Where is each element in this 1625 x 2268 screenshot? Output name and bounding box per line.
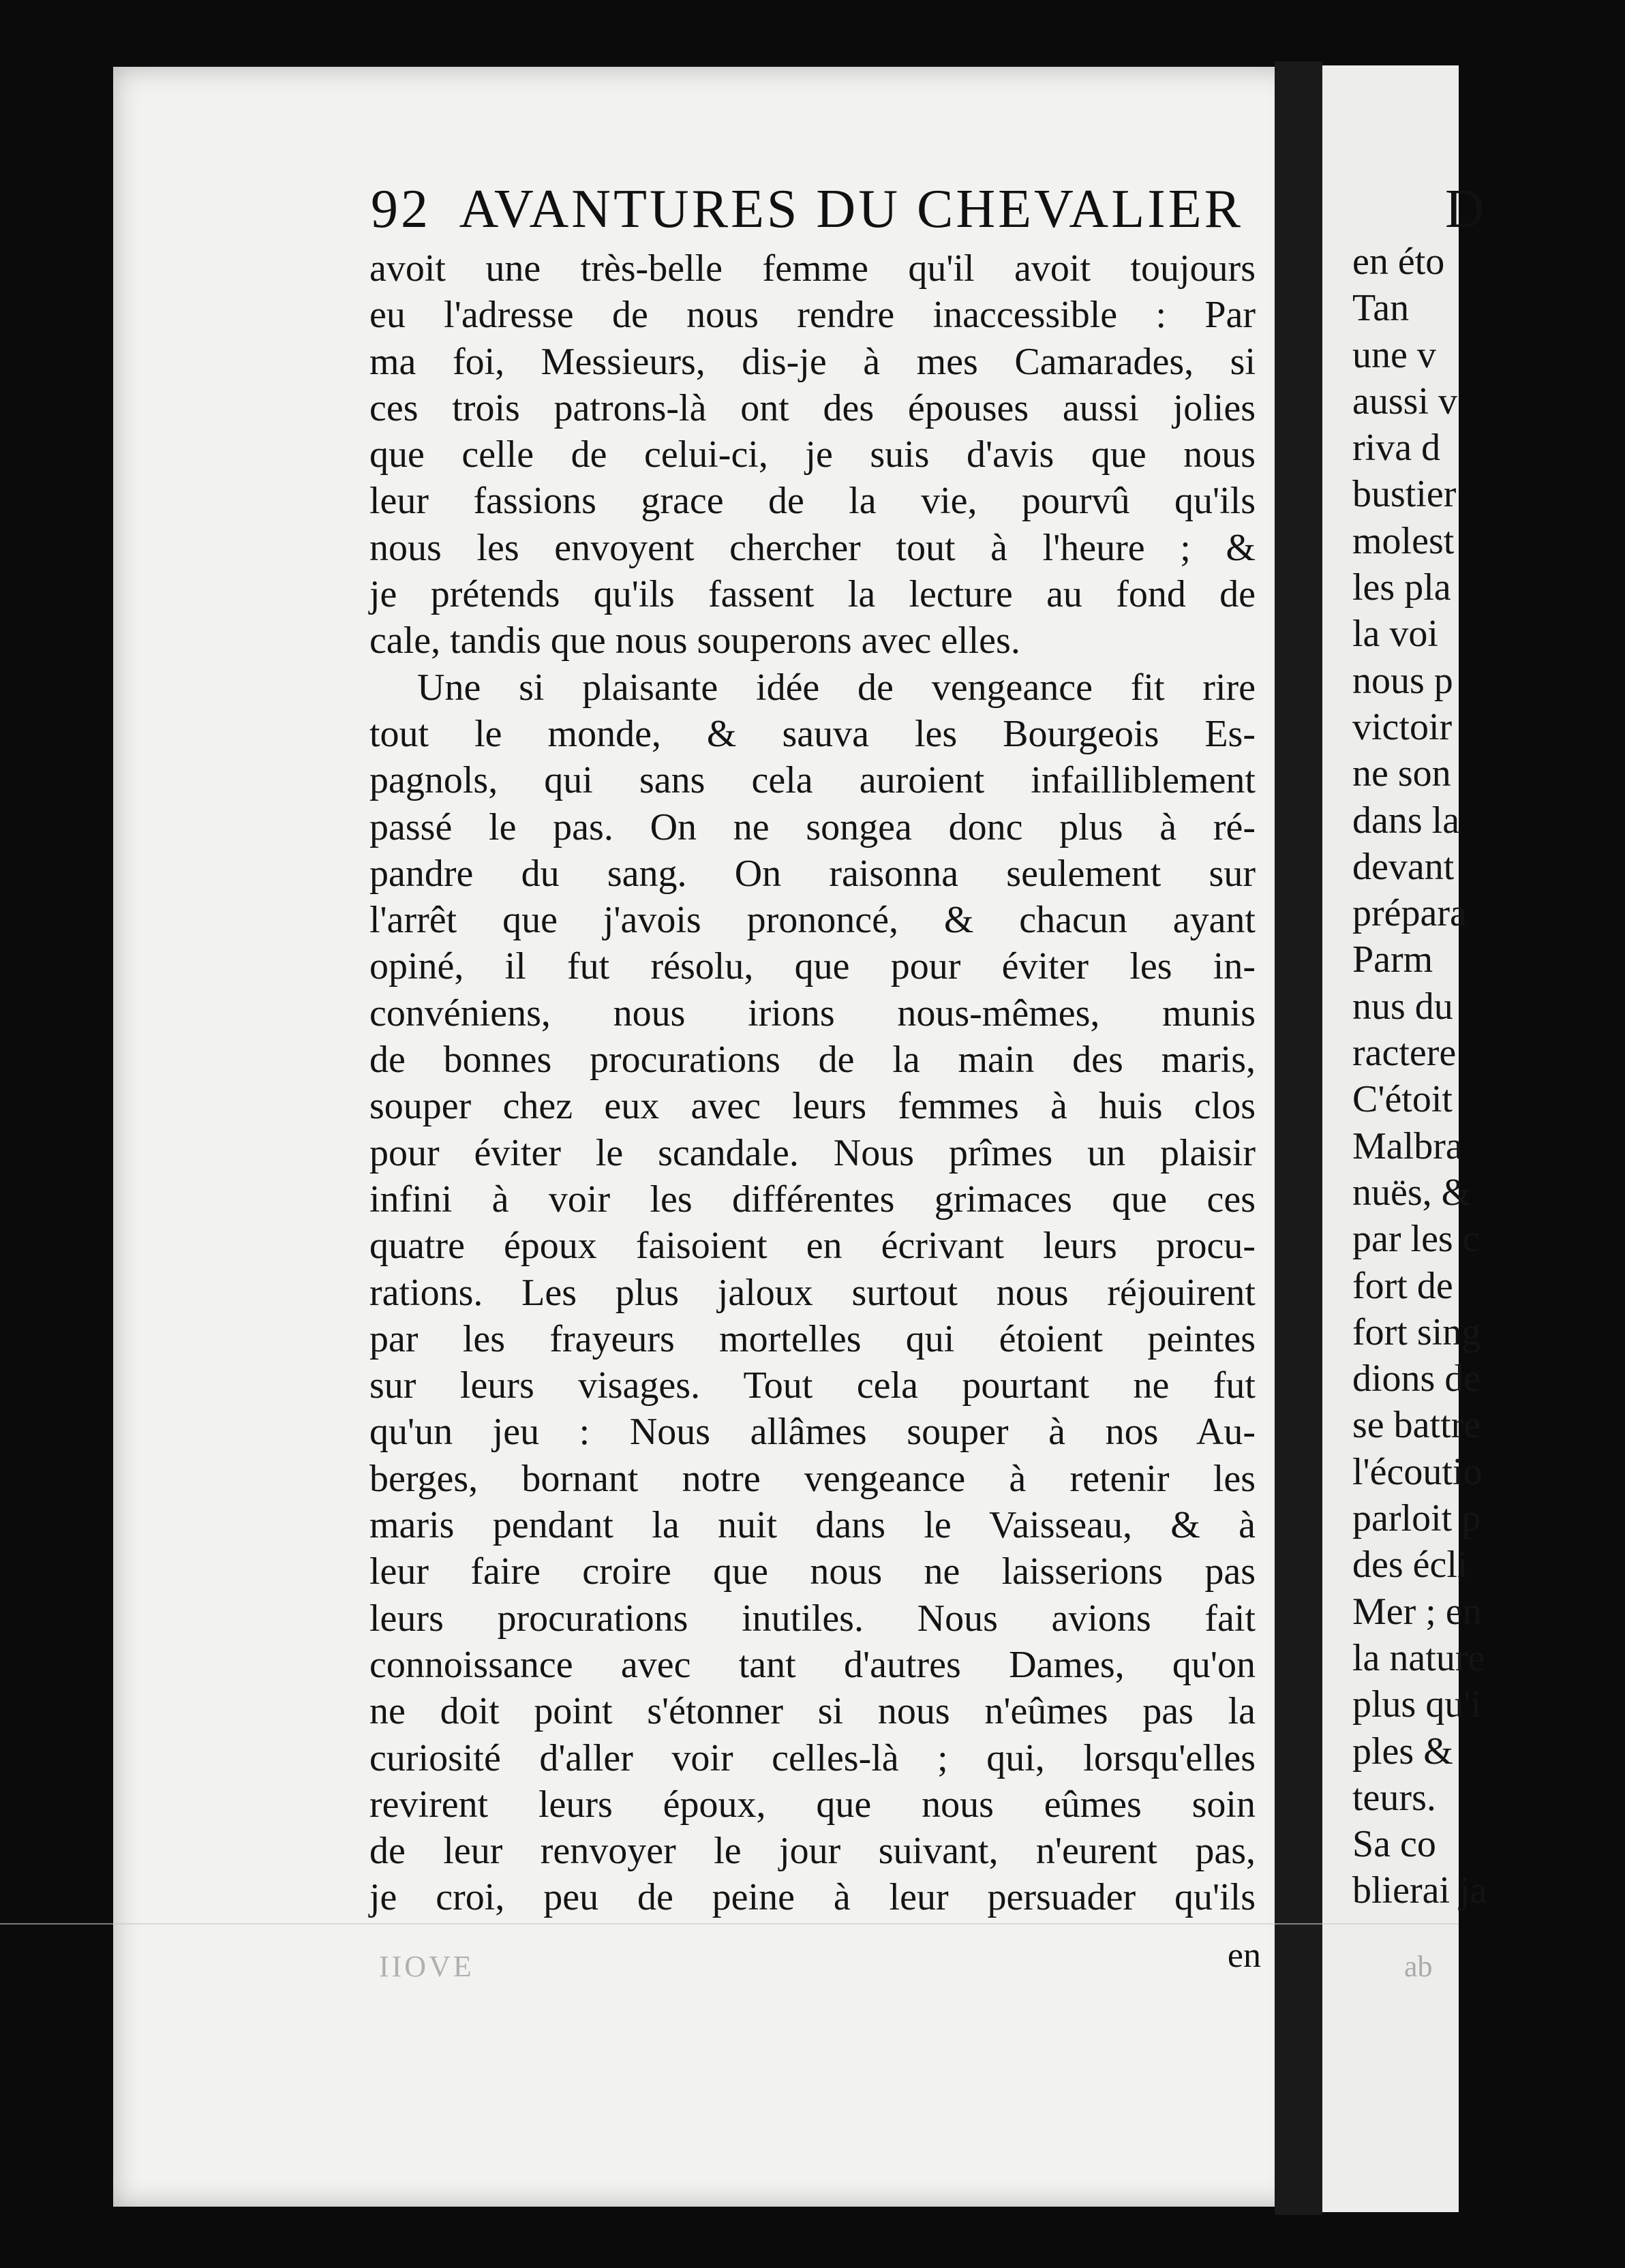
right-text-line: une v bbox=[1352, 333, 1436, 376]
right-text-line: victoir bbox=[1352, 705, 1453, 748]
text-line: nous les envoyent chercher tout à l'heure ; & bbox=[369, 526, 1256, 569]
right-text-line: parloit p bbox=[1352, 1497, 1481, 1540]
right-text-line: fort sing bbox=[1352, 1311, 1481, 1353]
right-text-line: blierai ja bbox=[1352, 1869, 1487, 1912]
right-text-line: Tan bbox=[1352, 287, 1410, 330]
text-line: je croi, peu de peine à leur persuader qu'ils bbox=[369, 1876, 1256, 1919]
book-gutter bbox=[1275, 61, 1322, 2215]
running-header bbox=[371, 179, 1257, 247]
right-text-line: prépara bbox=[1352, 892, 1467, 935]
right-text-line: par les c bbox=[1352, 1218, 1480, 1261]
text-line: leur faire croire que nous ne laisserions pas bbox=[369, 1550, 1256, 1593]
signature-mark: IIOVE bbox=[379, 1950, 474, 1983]
right-text-line: nus du bbox=[1352, 985, 1453, 1028]
text-line: infini à voir les différentes grimaces que ces bbox=[369, 1178, 1256, 1221]
right-text-line: Malbra bbox=[1352, 1124, 1463, 1167]
text-line: sur leurs visages. Tout cela pourtant ne fut bbox=[369, 1364, 1256, 1407]
text-line: eu l'adresse de nous rendre inaccessible : Par bbox=[369, 294, 1256, 337]
right-text-line: ples & bbox=[1352, 1730, 1453, 1773]
right-text-line: dions de bbox=[1352, 1358, 1481, 1400]
text-line: berges, bornant notre vengeance à retenir les bbox=[369, 1457, 1256, 1500]
text-line: par les frayeurs mortelles qui étoient peintes bbox=[369, 1317, 1256, 1360]
right-text-line: les pla bbox=[1352, 566, 1451, 609]
text-line: pour éviter le scandale. Nous prîmes un plaisir bbox=[369, 1131, 1256, 1174]
text-line: ma foi, Messieurs, dis-je à mes Camarades, si bbox=[369, 340, 1256, 383]
right-text-line: teurs. bbox=[1352, 1776, 1436, 1819]
text-line: avoit une très-belle femme qu'il avoit toujours bbox=[369, 247, 1256, 290]
text-line: ne doit point s'étonner si nous n'eûmes pas la bbox=[369, 1690, 1256, 1733]
text-line: pandre du sang. On raisonna seulement sur bbox=[369, 852, 1256, 895]
right-text-line: nous p bbox=[1352, 659, 1453, 702]
text-line: convéniens, nous irions nous-mêmes, munis bbox=[369, 992, 1256, 1035]
right-text-line: nuës, & bbox=[1352, 1171, 1472, 1214]
right-text-line: l'écoutio bbox=[1352, 1450, 1483, 1493]
text-line: cale, tandis que nous souperons avec elles. bbox=[369, 619, 1020, 662]
right-text-line: aussi v bbox=[1352, 380, 1457, 423]
right-text-line: la voi bbox=[1352, 613, 1438, 656]
text-line: maris pendant la nuit dans le Vaisseau, & à bbox=[369, 1504, 1256, 1547]
scan-artifact-line bbox=[0, 1923, 1459, 1925]
right-text-line: en éto bbox=[1352, 241, 1445, 283]
right-text-line: ne son bbox=[1352, 752, 1451, 795]
right-text-line: fort de bbox=[1352, 1264, 1453, 1307]
right-running-head: D bbox=[1445, 179, 1485, 239]
text-line: revirent leurs époux, que nous eûmes soin bbox=[369, 1783, 1256, 1826]
text-line: leur fassions grace de la vie, pourvû qu'ils bbox=[369, 480, 1256, 523]
text-line: quatre époux faisoient en écrivant leurs procu- bbox=[369, 1225, 1256, 1268]
right-text-line: devant bbox=[1352, 845, 1455, 888]
right-page-body bbox=[1352, 239, 1625, 1914]
right-text-line: ractere bbox=[1352, 1032, 1457, 1075]
text-line: curiosité d'aller voir celles-là ; qui, lorsqu'elles bbox=[369, 1736, 1256, 1779]
text-line: passé le pas. On ne songea donc plus à ré- bbox=[369, 806, 1256, 848]
text-line: l'arrêt que j'avois prononcé, & chacun ayant bbox=[369, 899, 1256, 942]
right-signature-mark: ab bbox=[1404, 1950, 1433, 1983]
right-text-line: C'étoit bbox=[1352, 1078, 1453, 1121]
text-line: que celle de celui-ci, je suis d'avis que nous bbox=[369, 433, 1256, 476]
text-line: rations. Les plus jaloux surtout nous réjouirent bbox=[369, 1271, 1256, 1314]
right-text-line: Sa co bbox=[1352, 1823, 1436, 1866]
right-text-line: Parm bbox=[1352, 938, 1433, 981]
text-line: ces trois patrons-là ont des épouses aussi jolies bbox=[369, 386, 1256, 429]
right-text-line: riva d bbox=[1352, 427, 1441, 470]
right-text-line: dans la bbox=[1352, 799, 1460, 842]
running-head-title: AVANTURES DU CHEVALIER bbox=[459, 179, 1243, 239]
text-line: pagnols, qui sans cela auroient infailliblement bbox=[369, 759, 1256, 802]
text-line: tout le monde, & sauva les Bourgeois Es- bbox=[369, 712, 1256, 755]
right-text-line: des écli bbox=[1352, 1544, 1468, 1587]
text-line: qu'un jeu : Nous allâmes souper à nos Au- bbox=[369, 1411, 1256, 1454]
page-number: 92 bbox=[371, 179, 431, 239]
right-text-line: plus qu'i bbox=[1352, 1683, 1481, 1726]
text-line: de leur renvoyer le jour suivant, n'eurent pas, bbox=[369, 1830, 1256, 1873]
text-line: connoissance avec tant d'autres Dames, qu'on bbox=[369, 1643, 1256, 1686]
text-line: Une si plaisante idée de vengeance fit rire bbox=[417, 666, 1256, 709]
text-line: leurs procurations inutiles. Nous avions fait bbox=[369, 1597, 1256, 1640]
text-line: je prétends qu'ils fassent la lecture au fond de bbox=[369, 573, 1256, 616]
text-line: de bonnes procurations de la main des maris, bbox=[369, 1039, 1256, 1082]
right-text-line: molest bbox=[1352, 519, 1455, 562]
right-text-line: Mer ; en bbox=[1352, 1590, 1482, 1633]
left-page-body bbox=[369, 245, 1256, 1921]
text-line: souper chez eux avec leurs femmes à huis clos bbox=[369, 1085, 1256, 1128]
right-text-line: bustier bbox=[1352, 473, 1457, 516]
text-line: opiné, il fut résolu, que pour éviter les in- bbox=[369, 945, 1256, 988]
right-text-line: se battre bbox=[1352, 1404, 1481, 1447]
catchword: en bbox=[1227, 1936, 1261, 1975]
right-text-line: la nature bbox=[1352, 1636, 1485, 1679]
